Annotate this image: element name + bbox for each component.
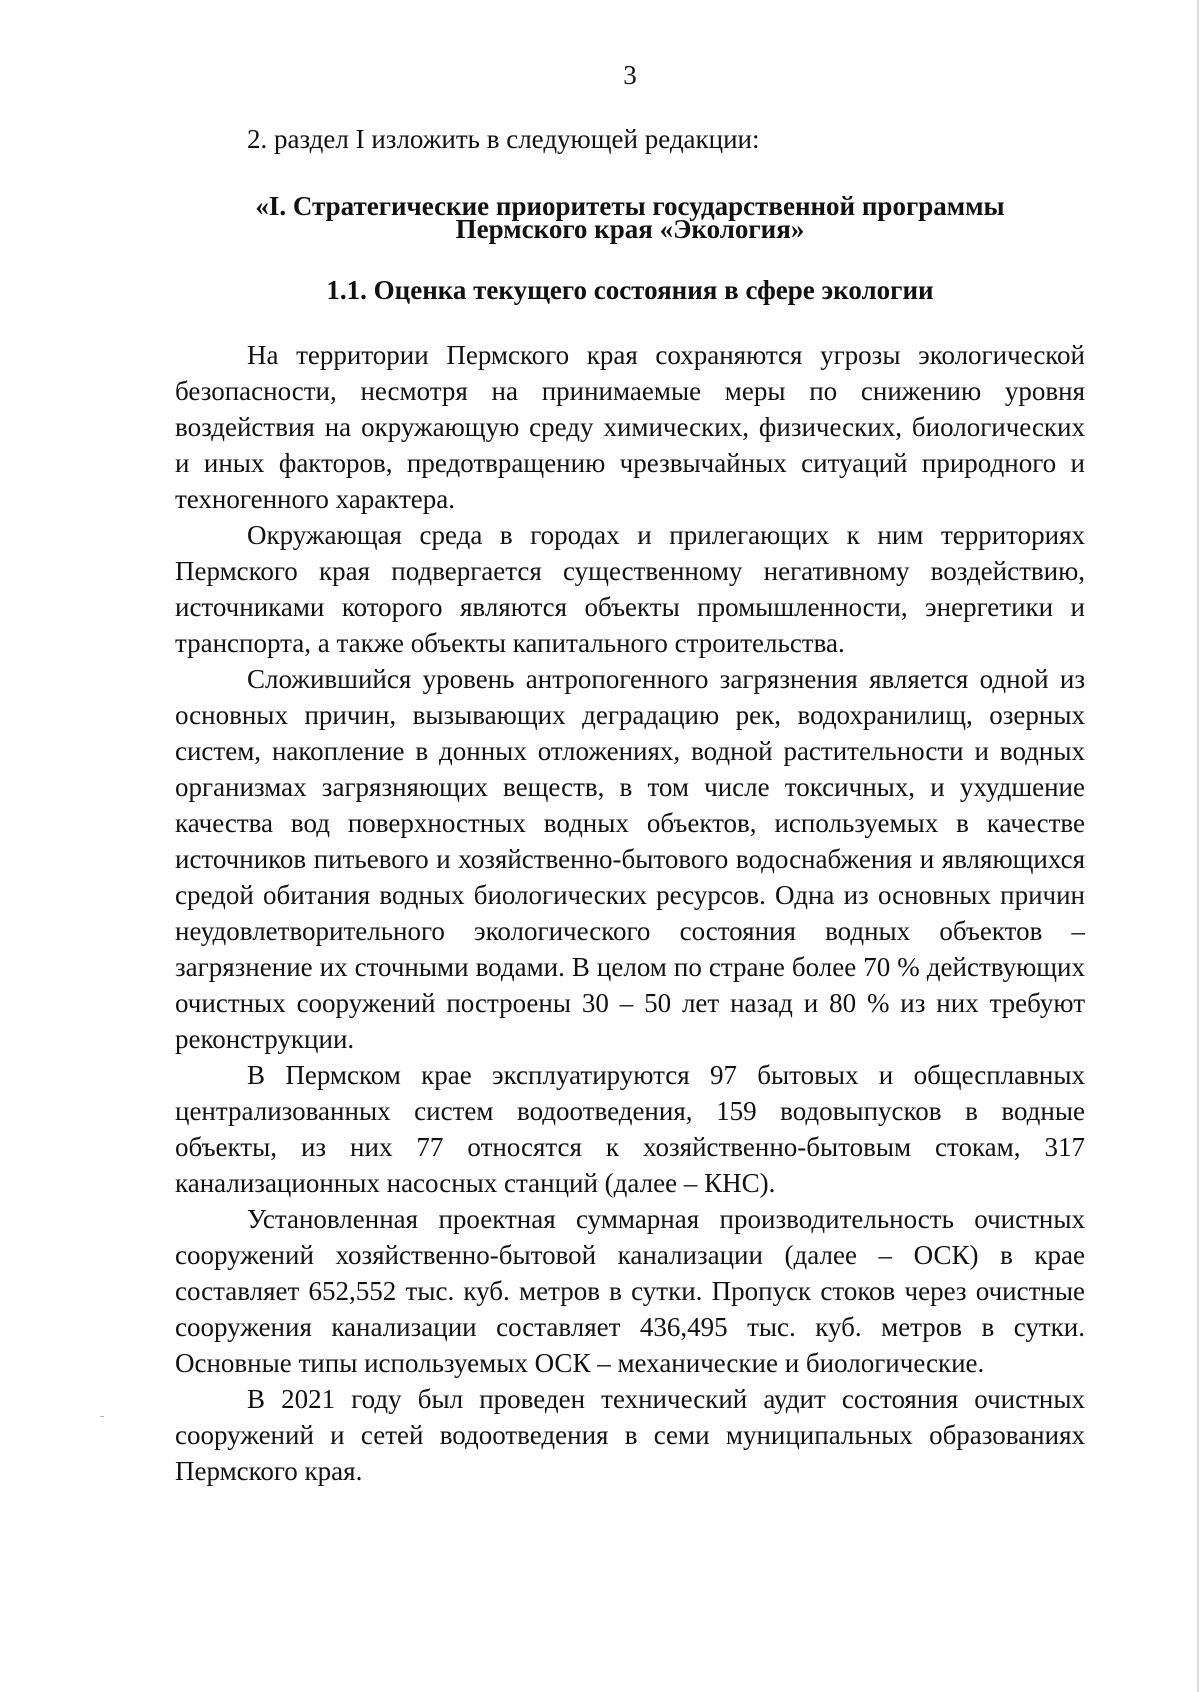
paragraph-3: Сложившийся уровень антропогенного загрязнения является одной из основных причин, вызывающих деградацию рек, водохранилищ, озерных систем, накопление в донных отложениях, водной растительности и водных организмах загрязняющих веществ, в том числе токсичных, и ухудшение качества вод поверхностных водных объектов, используемых в качестве источников питьевого и хозяйственно-бытового водоснабжения и являющихся средой обитания водных биологических ресурсов. Одна из основных причин неудовлетворительного экологического состояния водных объектов – загрязнение их сточными водами. В целом по стране более 70 % действующих очистных сооружений построены 30 – 50 лет назад и 80 % из них требуют реконструкции. bbox=[175, 664, 1085, 1054]
subsection-title: 1.1. Оценка текущего состояния в сфере экологии bbox=[326, 275, 934, 305]
paragraph-2: Окружающая среда в городах и прилегающих к ним территориях Пермского края подвергается существенному негативному воздействию, источниками которого являются объекты промышленности, энергетики и транспорта, а также объекты капитального строительства. bbox=[175, 520, 1085, 658]
scan-artifact bbox=[100, 1416, 104, 1417]
document-content bbox=[175, 121, 1085, 1489]
paragraph-6: В 2021 году был проведен технический аудит состояния очистных сооружений и сетей водоотведения в семи муниципальных образованиях Пермского края. bbox=[175, 1384, 1085, 1486]
paragraph-5: Установленная проектная суммарная производительность очистных сооружений хозяйственно-бытовой канализации (далее – ОСК) в крае составляет 652,552 тыс. куб. метров в сутки. Пропуск стоков через очистные сооружения канализации составляет 436,495 тыс. куб. метров в сутки. Основные типы используемых ОСК – механические и биологические. bbox=[175, 1204, 1085, 1378]
body-text bbox=[175, 337, 1085, 1489]
scan-edge-line bbox=[1197, 0, 1199, 1692]
paragraph-1: На территории Пермского края сохраняются угрозы экологической безопасности, несмотря на принимаемые меры по снижению уровня воздействия на окружающую среду химических, физических, биологических и иных факторов, предотвращению чрезвычайных ситуаций природного и техногенного характера. bbox=[175, 340, 1085, 514]
paragraph-4: В Пермском крае эксплуатируются 97 бытовых и общесплавных централизованных систем водоотведения, 159 водовыпусков в водные объекты, из них 77 относятся к хозяйственно-бытовым стокам, 317 канализационных насосных станций (далее – КНС). bbox=[175, 1060, 1085, 1198]
section-title-line-2: Пермского края «Экология» bbox=[455, 214, 805, 244]
page-number: 3 bbox=[623, 60, 637, 90]
section-title-line-1: «I. Стратегические приоритеты государственной программы bbox=[255, 191, 1005, 221]
amendment-lead-line: 2. раздел I изложить в следующей редакции: bbox=[247, 124, 760, 154]
section-title bbox=[175, 191, 1085, 244]
